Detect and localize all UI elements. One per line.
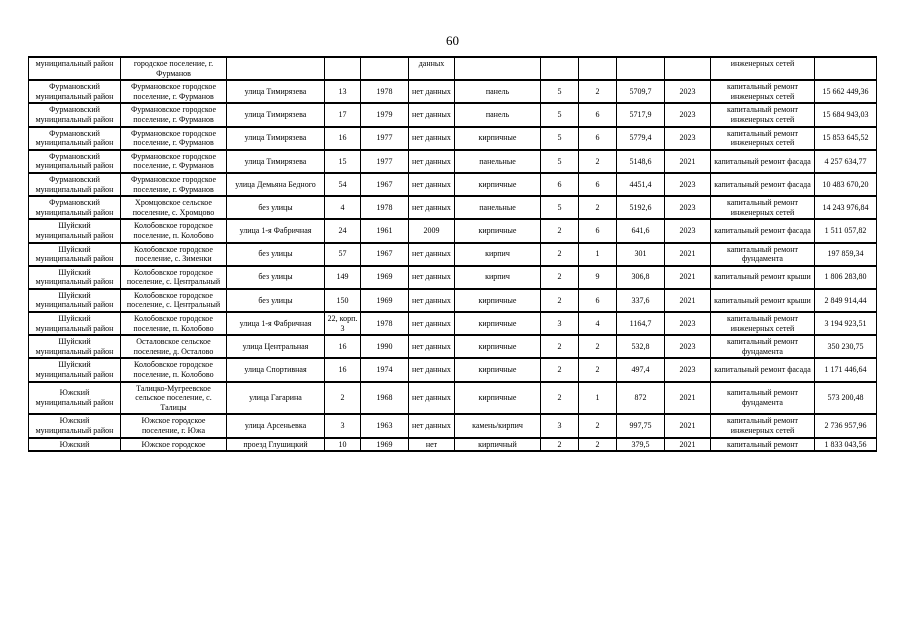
table-cell: 5779,4 xyxy=(617,127,665,150)
table-cell: капитальный ремонт инженерных сетей xyxy=(711,103,815,126)
table-cell: 1978 xyxy=(361,312,409,335)
table-cell: 2 xyxy=(325,382,361,415)
capital-repair-table xyxy=(28,56,877,452)
table-cell xyxy=(579,57,617,80)
table-cell: кирпичные xyxy=(455,335,541,358)
table-cell: проезд Глушицкий xyxy=(227,438,325,452)
table-cell: панель xyxy=(455,103,541,126)
table-cell: 5 xyxy=(541,196,579,219)
table-cell: 573 200,48 xyxy=(815,382,877,415)
table-cell: Шуйский муниципальный район xyxy=(29,358,121,381)
table-cell: 872 xyxy=(617,382,665,415)
table-cell xyxy=(815,57,877,80)
table-cell: нет данных xyxy=(409,358,455,381)
table-cell: 1977 xyxy=(361,150,409,173)
table-cell: 2021 xyxy=(665,438,711,452)
table-row xyxy=(29,438,877,452)
table-cell: 197 859,34 xyxy=(815,243,877,266)
table-cell: нет данных xyxy=(409,196,455,219)
table-cell: 2 xyxy=(579,414,617,437)
table-row xyxy=(29,335,877,358)
table-cell: 5192,6 xyxy=(617,196,665,219)
table-cell: капитальный ремонт инженерных сетей xyxy=(711,312,815,335)
table-cell: улица Арсеньевка xyxy=(227,414,325,437)
table-cell: 15 684 943,03 xyxy=(815,103,877,126)
table-body xyxy=(29,57,877,451)
table-cell: без улицы xyxy=(227,196,325,219)
table-cell xyxy=(617,57,665,80)
table-cell: 15 662 449,36 xyxy=(815,80,877,103)
table-row xyxy=(29,266,877,289)
table-cell: 1978 xyxy=(361,80,409,103)
table-cell: капитальный ремонт фасада xyxy=(711,358,815,381)
table-cell: 22, корп. 3 xyxy=(325,312,361,335)
table-cell: 1967 xyxy=(361,243,409,266)
table-cell: 2 736 957,96 xyxy=(815,414,877,437)
table-cell: городское поселение, г. Фурманов xyxy=(121,57,227,80)
table-cell: 997,75 xyxy=(617,414,665,437)
table-cell: капитальный ремонт фасада xyxy=(711,150,815,173)
table-cell: 1974 xyxy=(361,358,409,381)
table-row xyxy=(29,57,877,80)
table-cell: 532,8 xyxy=(617,335,665,358)
table-cell: 2009 xyxy=(409,219,455,242)
table-cell: 1963 xyxy=(361,414,409,437)
table-cell: 2021 xyxy=(665,266,711,289)
table-cell: Шуйский муниципальный район xyxy=(29,243,121,266)
table-cell: капитальный ремонт инженерных сетей xyxy=(711,80,815,103)
table-cell: 5709,7 xyxy=(617,80,665,103)
table-cell: без улицы xyxy=(227,289,325,312)
table-cell: без улицы xyxy=(227,266,325,289)
table-row xyxy=(29,414,877,437)
table-row xyxy=(29,196,877,219)
table-cell: 1 xyxy=(579,243,617,266)
table-cell xyxy=(541,57,579,80)
table-cell: 10 483 670,20 xyxy=(815,173,877,196)
table-cell: нет данных xyxy=(409,382,455,415)
table-row xyxy=(29,382,877,415)
table-cell: Фурмановское городское поселение, г. Фурманов xyxy=(121,150,227,173)
table-cell: капитальный ремонт инженерных сетей xyxy=(711,196,815,219)
table-cell: 2023 xyxy=(665,173,711,196)
table-cell: 2023 xyxy=(665,219,711,242)
table-cell: 6 xyxy=(579,127,617,150)
table-cell: инженерных сетей xyxy=(711,57,815,80)
table-cell: 2 xyxy=(541,382,579,415)
table-cell: 16 xyxy=(325,358,361,381)
table-cell: 2021 xyxy=(665,382,711,415)
table-cell: 1961 xyxy=(361,219,409,242)
table-cell xyxy=(325,57,361,80)
table-cell: 2 xyxy=(541,243,579,266)
table-cell: Талицко-Мугреевское сельское поселение, с. Талицы xyxy=(121,382,227,415)
table-cell: нет xyxy=(409,438,455,452)
table-cell: 149 xyxy=(325,266,361,289)
table-cell: улица Тимирязева xyxy=(227,150,325,173)
table-cell: 2023 xyxy=(665,196,711,219)
table-cell: Фурмановский муниципальный район xyxy=(29,196,121,219)
table-cell: Осталовское сельское поселение, д. Осталово xyxy=(121,335,227,358)
table-cell: кирпичные xyxy=(455,289,541,312)
table-cell: 4451,4 xyxy=(617,173,665,196)
table-cell: 2023 xyxy=(665,312,711,335)
table-cell: капитальный ремонт инженерных сетей xyxy=(711,127,815,150)
table-cell: нет данных xyxy=(409,150,455,173)
table-cell: 2 xyxy=(541,266,579,289)
table-cell: 1969 xyxy=(361,266,409,289)
table-cell: 15 xyxy=(325,150,361,173)
table-cell: камень/кирпич xyxy=(455,414,541,437)
table-cell: Колобовское городское поселение, п. Колобово xyxy=(121,358,227,381)
table-cell: капитальный ремонт фундамента xyxy=(711,335,815,358)
table-cell: панель xyxy=(455,80,541,103)
table-cell: 1977 xyxy=(361,127,409,150)
table-cell: улица Демьяна Бедного xyxy=(227,173,325,196)
table-cell: Колобовское городское поселение, с. Центральный xyxy=(121,266,227,289)
table-row xyxy=(29,219,877,242)
table-cell: 6 xyxy=(579,219,617,242)
table-cell: 301 xyxy=(617,243,665,266)
table-cell: 3 xyxy=(325,414,361,437)
table-cell: 2 xyxy=(541,219,579,242)
table-cell: 5 xyxy=(541,103,579,126)
table-cell: 2 xyxy=(579,150,617,173)
table-cell xyxy=(227,57,325,80)
table-cell: Колобовское городское поселение, с. Зименки xyxy=(121,243,227,266)
table-cell: 1164,7 xyxy=(617,312,665,335)
table-cell: 1969 xyxy=(361,289,409,312)
table-cell: 2 xyxy=(541,438,579,452)
table-cell: Южский муниципальный район xyxy=(29,382,121,415)
table-cell: улица Тимирязева xyxy=(227,103,325,126)
table-cell: 497,4 xyxy=(617,358,665,381)
page-number: 60 xyxy=(446,33,459,48)
table-cell: нет данных xyxy=(409,127,455,150)
table-cell: 641,6 xyxy=(617,219,665,242)
table-row xyxy=(29,312,877,335)
table-cell: нет данных xyxy=(409,414,455,437)
table-cell: 1 171 446,64 xyxy=(815,358,877,381)
table-cell: капитальный ремонт фасада xyxy=(711,219,815,242)
table-cell: 2021 xyxy=(665,243,711,266)
table-cell: капитальный ремонт крыши xyxy=(711,266,815,289)
table-cell: 150 xyxy=(325,289,361,312)
table-cell: 14 243 976,84 xyxy=(815,196,877,219)
table-row xyxy=(29,173,877,196)
table-cell xyxy=(361,57,409,80)
table-cell: 2 xyxy=(579,196,617,219)
table-cell: 6 xyxy=(579,103,617,126)
table-cell: Фурмановское городское поселение, г. Фурманов xyxy=(121,103,227,126)
table-cell: Южское городское xyxy=(121,438,227,452)
table-cell: капитальный ремонт крыши xyxy=(711,289,815,312)
table-cell: 2021 xyxy=(665,414,711,437)
table-cell: капитальный ремонт инженерных сетей xyxy=(711,414,815,437)
table-cell: улица 1-я Фабричная xyxy=(227,219,325,242)
table-cell: 1978 xyxy=(361,196,409,219)
table-cell: нет данных xyxy=(409,173,455,196)
table-cell: нет данных xyxy=(409,266,455,289)
table-cell: 379,5 xyxy=(617,438,665,452)
table-cell: 337,6 xyxy=(617,289,665,312)
table-cell: 4 257 634,77 xyxy=(815,150,877,173)
table-cell: данных xyxy=(409,57,455,80)
table-cell: капитальный ремонт xyxy=(711,438,815,452)
table-cell: улица Спортивная xyxy=(227,358,325,381)
table-row xyxy=(29,358,877,381)
table-cell: Шуйский муниципальный район xyxy=(29,219,121,242)
table-cell: 1967 xyxy=(361,173,409,196)
table-cell: панельные xyxy=(455,150,541,173)
table-cell: 2 849 914,44 xyxy=(815,289,877,312)
table-cell: 24 xyxy=(325,219,361,242)
table-cell: муниципальный район xyxy=(29,57,121,80)
table-cell: панельные xyxy=(455,196,541,219)
table-cell: 5 xyxy=(541,80,579,103)
table-cell: 5717,9 xyxy=(617,103,665,126)
table-cell: нет данных xyxy=(409,312,455,335)
table-cell: 1990 xyxy=(361,335,409,358)
table-cell: 5 xyxy=(541,127,579,150)
table-cell: Шуйский муниципальный район xyxy=(29,312,121,335)
table-cell: 306,8 xyxy=(617,266,665,289)
table-cell: 13 xyxy=(325,80,361,103)
table-cell: Фурмановский муниципальный район xyxy=(29,150,121,173)
table-cell: 5 xyxy=(541,150,579,173)
table-cell: 2 xyxy=(541,335,579,358)
table-cell: 2023 xyxy=(665,127,711,150)
table-cell: Шуйский муниципальный район xyxy=(29,335,121,358)
table-cell: 16 xyxy=(325,127,361,150)
table-row xyxy=(29,127,877,150)
table-cell: нет данных xyxy=(409,243,455,266)
table-cell: 1 xyxy=(579,382,617,415)
table-cell: Фурмановский муниципальный район xyxy=(29,173,121,196)
table-cell: 1 806 283,80 xyxy=(815,266,877,289)
table-cell: 2 xyxy=(541,358,579,381)
table-cell: капитальный ремонт фундамента xyxy=(711,382,815,415)
table-cell: 2 xyxy=(579,358,617,381)
table-cell: 1968 xyxy=(361,382,409,415)
table-cell: 2 xyxy=(579,438,617,452)
table-cell: улица Центральная xyxy=(227,335,325,358)
table-cell: 10 xyxy=(325,438,361,452)
table-cell: улица Тимирязева xyxy=(227,127,325,150)
table-cell: 2 xyxy=(579,80,617,103)
table-cell: Фурмановский муниципальный район xyxy=(29,80,121,103)
table-cell: 6 xyxy=(541,173,579,196)
table-cell: Южское городское поселение, г. Южа xyxy=(121,414,227,437)
table-row xyxy=(29,243,877,266)
table-cell: 4 xyxy=(325,196,361,219)
table-cell: кирпичные xyxy=(455,358,541,381)
table-cell: 2 xyxy=(579,335,617,358)
table-cell: 5148,6 xyxy=(617,150,665,173)
table-cell: 17 xyxy=(325,103,361,126)
table-cell: 2023 xyxy=(665,335,711,358)
table-cell: 57 xyxy=(325,243,361,266)
table-cell: 16 xyxy=(325,335,361,358)
table-cell: 2021 xyxy=(665,150,711,173)
table-cell: 2023 xyxy=(665,358,711,381)
table-row xyxy=(29,80,877,103)
table-cell: улица Гагарина xyxy=(227,382,325,415)
table-cell: Колобовское городское поселение, п. Колобово xyxy=(121,219,227,242)
table-cell: Колобовское городское поселение, с. Центральный xyxy=(121,289,227,312)
table-cell: Колобовское городское поселение, п. Колобово xyxy=(121,312,227,335)
table-cell xyxy=(665,57,711,80)
table-cell: улица Тимирязева xyxy=(227,80,325,103)
table-cell: Шуйский муниципальный район xyxy=(29,266,121,289)
table-cell: Шуйский муниципальный район xyxy=(29,289,121,312)
table-cell: нет данных xyxy=(409,103,455,126)
table-cell: Фурмановское городское поселение, г. Фурманов xyxy=(121,80,227,103)
table-cell: Фурмановский муниципальный район xyxy=(29,103,121,126)
table-cell: Южский xyxy=(29,438,121,452)
table-cell: кирпичные xyxy=(455,219,541,242)
table-cell: Южский муниципальный район xyxy=(29,414,121,437)
table-row xyxy=(29,103,877,126)
table-cell: 1979 xyxy=(361,103,409,126)
table-cell: кирпичные xyxy=(455,312,541,335)
table-cell: Фурмановское городское поселение, г. Фурманов xyxy=(121,127,227,150)
table-cell: 15 853 645,52 xyxy=(815,127,877,150)
table-cell: улица 1-я Фабричная xyxy=(227,312,325,335)
table-cell: 1 511 057,82 xyxy=(815,219,877,242)
table-cell: 6 xyxy=(579,173,617,196)
table-cell: Хромцовское сельское поселение, с. Хромцово xyxy=(121,196,227,219)
table-cell: Фурмановский муниципальный район xyxy=(29,127,121,150)
table-cell: без улицы xyxy=(227,243,325,266)
table-cell: кирпичные xyxy=(455,127,541,150)
table-cell: 350 230,75 xyxy=(815,335,877,358)
table-cell: кирпич xyxy=(455,266,541,289)
table-cell: капитальный ремонт фундамента xyxy=(711,243,815,266)
table-cell: 6 xyxy=(579,289,617,312)
table-cell: 2023 xyxy=(665,103,711,126)
table-cell: кирпичные xyxy=(455,173,541,196)
table-cell: 2 xyxy=(541,289,579,312)
table-cell: кирпич xyxy=(455,243,541,266)
table-cell xyxy=(455,57,541,80)
table-cell: 54 xyxy=(325,173,361,196)
table-cell: 2023 xyxy=(665,80,711,103)
table-cell: 4 xyxy=(579,312,617,335)
table-cell: 2021 xyxy=(665,289,711,312)
table-cell: 1969 xyxy=(361,438,409,452)
table-cell: нет данных xyxy=(409,335,455,358)
table-cell: 9 xyxy=(579,266,617,289)
table-cell: нет данных xyxy=(409,80,455,103)
table-cell: 1 833 043,56 xyxy=(815,438,877,452)
table-cell: кирпичный xyxy=(455,438,541,452)
table-cell: 3 194 923,51 xyxy=(815,312,877,335)
table-cell: нет данных xyxy=(409,289,455,312)
table-cell: капитальный ремонт фасада xyxy=(711,173,815,196)
table-row xyxy=(29,150,877,173)
table-row xyxy=(29,289,877,312)
table-cell: 3 xyxy=(541,414,579,437)
table-cell: кирпичные xyxy=(455,382,541,415)
table-cell: Фурмановское городское поселение, г. Фурманов xyxy=(121,173,227,196)
table-cell: 3 xyxy=(541,312,579,335)
